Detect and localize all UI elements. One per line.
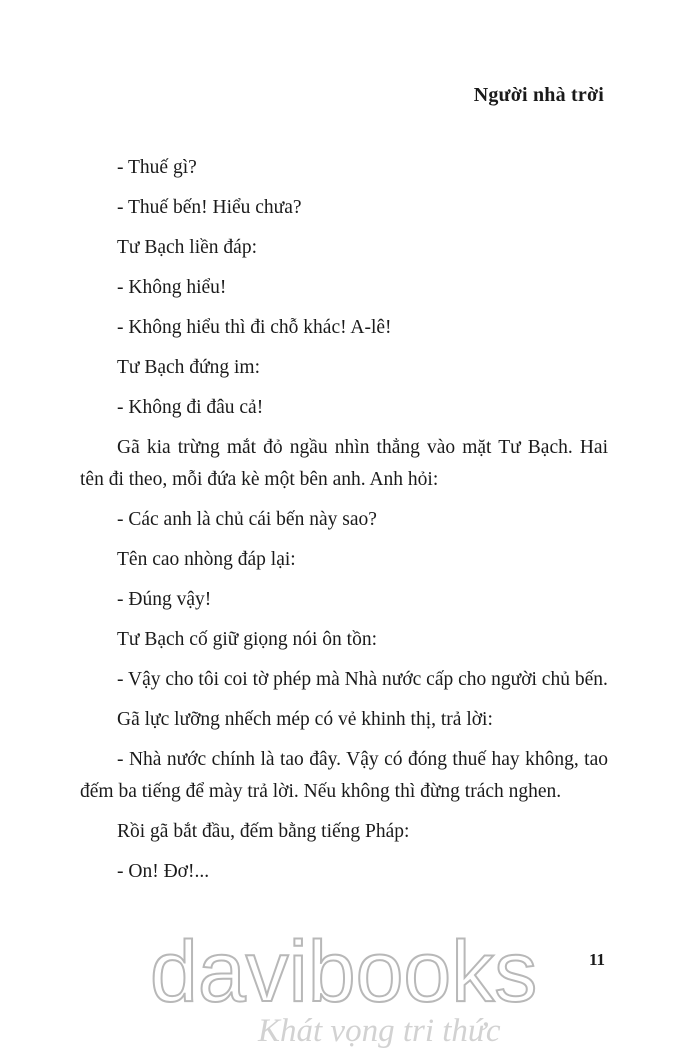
watermark-graphic <box>150 935 570 1050</box>
page-number: 11 <box>588 950 605 969</box>
paragraph: - Không hiểu! <box>117 277 227 298</box>
paragraph: Tư Bạch liền đáp: <box>117 237 257 258</box>
paragraph: - On! Đơ!... <box>117 861 210 882</box>
paragraph: - Đúng vậy! <box>117 589 212 610</box>
paragraph: - Không đi đâu cả! <box>117 397 264 418</box>
paragraph: - Thuế gì? <box>117 157 197 178</box>
running-header-title: Người nhà trời <box>473 84 604 106</box>
paragraph: Rồi gã bắt đầu, đếm bằng tiếng Pháp: <box>117 821 410 842</box>
paragraph: Gã lực lưỡng nhếch mép có vẻ khinh thị, trả lời: <box>117 709 493 730</box>
paragraph: Tư Bạch đứng im: <box>117 357 260 378</box>
paragraph: - Nhà nước chính là tao đây. Vậy có đóng thuế hay không, tao đếm ba tiếng để mày trả lời. Nếu không thì đừng trách nghen. <box>80 749 608 802</box>
paragraph: - Các anh là chủ cái bến này sao? <box>117 509 377 530</box>
paragraph: Gã kia trừng mắt đỏ ngầu nhìn thẳng vào mặt Tư Bạch. Hai tên đi theo, mỗi đứa kè một bên anh. Anh hỏi: <box>80 437 608 490</box>
paragraph: - Vậy cho tôi coi tờ phép mà Nhà nước cấp cho người chủ bến. <box>117 669 608 690</box>
paragraph: - Thuế bến! Hiểu chưa? <box>117 197 302 218</box>
paragraph: Tên cao nhòng đáp lại: <box>117 549 296 570</box>
paragraph: Tư Bạch cố giữ giọng nói ôn tồn: <box>117 629 377 650</box>
paragraph: - Không hiểu thì đi chỗ khác! A-lê! <box>117 317 392 338</box>
body-text <box>80 152 608 896</box>
watermark-brand: davibooks <box>150 935 538 1020</box>
watermark-logo <box>150 935 570 1050</box>
watermark-tagline: Khát vọng tri thức <box>258 1013 501 1049</box>
